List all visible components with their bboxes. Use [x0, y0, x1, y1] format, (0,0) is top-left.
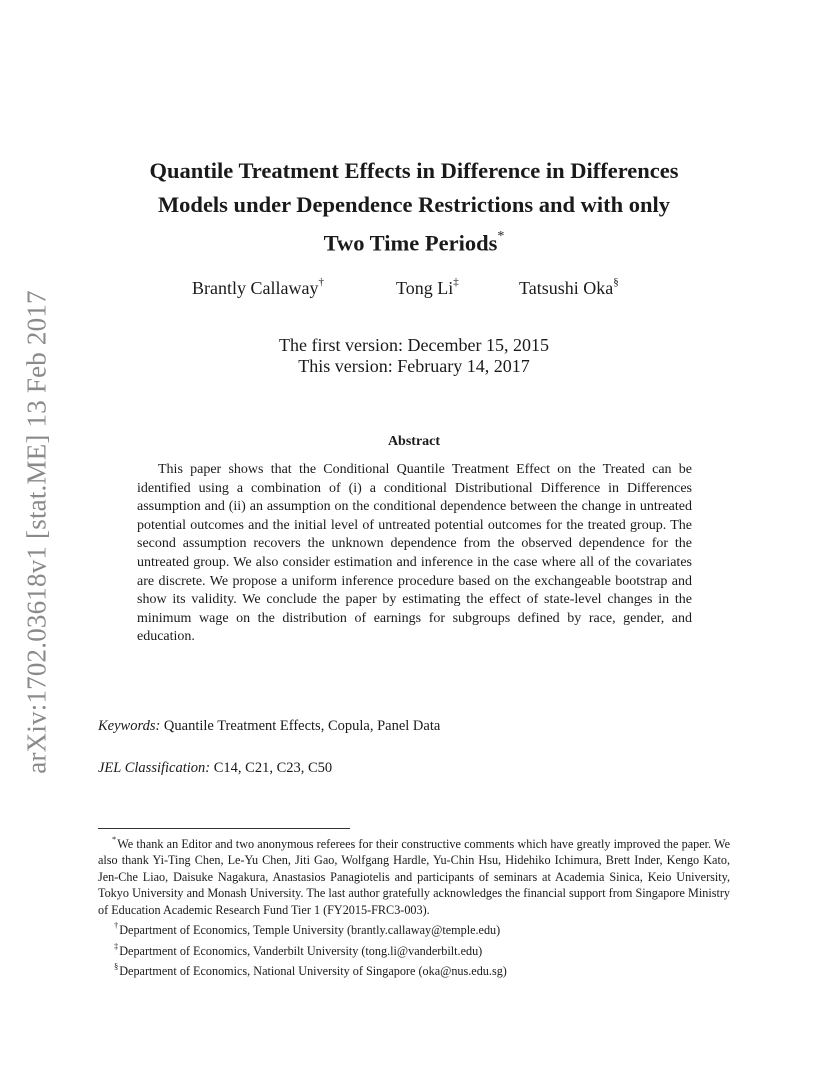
author-callaway [192, 278, 324, 299]
footnote-text: Department of Economics, National University of Singapore (oka@nus.edu.sg) [119, 964, 507, 979]
title-line-3 [90, 222, 738, 261]
keywords-value: Quantile Treatment Effects, Copula, Panel Data [163, 718, 441, 734]
jel-classification-line [98, 760, 332, 777]
footnotes [98, 832, 730, 980]
footnote-text: Department of Economics, Vanderbilt University (tong.li@vanderbilt.edu) [119, 943, 483, 958]
footnote-oka-affiliation [98, 959, 730, 979]
author-footnote-mark: ‡ [453, 276, 459, 288]
footnote-text: We thank an Editor and two anonymous referees for their constructive comments which have greatly improved the paper. We also thank Yi-Ting Chen, Le-Yu Chen, Jiti Gao, Wolfgang Hardle, Yu-Chin Hsu, Hidehiko Ichimura, Brett Inder, Kengo Kato, Jen-Che Liao, Daisuke Nagakura, Anastasios Panagiotelis and participants of seminars at Academia Sinica, Keio University, Tokyo University and Monash University. The last author gratefully acknowledges the financial support from Singapore Ministry of Education Academic Research Fund Tier 1 (FY2015-FRC3-003). [98, 837, 730, 917]
title-line-1: Quantile Treatment Effects in Difference in Differences [149, 158, 679, 183]
footnote-mark: ‡ [114, 940, 119, 951]
version-dates [0, 335, 828, 377]
author-oka [519, 278, 619, 299]
first-version-date: The first version: December 15, 2015 [279, 335, 549, 355]
keywords-line [98, 718, 440, 735]
title-footnote-mark: * [497, 229, 505, 244]
footnote-acknowledgements [98, 832, 730, 918]
title-line-2: Models under Dependence Restrictions and with only [157, 192, 671, 217]
abstract-heading: Abstract [387, 434, 441, 449]
paper-title [90, 154, 738, 261]
keywords-label: Keywords: [98, 718, 161, 734]
footnote-mark: § [114, 961, 119, 972]
abstract-body: This paper shows that the Conditional Quantile Treatment Effect on the Treated can be identified using a combination of (i) a conditional Distributional Difference in Differences assumption and (ii) an assumption on the conditional dependence between the change in untreated potential outcomes and the initial level of untreated potential outcomes for the treated group. The second assumption recovers the unknown dependence from the observed dependence for the untreated group. We also consider estimation and inference in the case where all of the covariates are discrete. We propose a uniform inference procedure based on the exchangeable bootstrap and show its validity. We conclude the paper by estimating the effect of state-level changes in the minimum wage on the distribution of earnings for subgroups defined by race, gender, and education. [137, 462, 692, 645]
footnote-separator [98, 828, 350, 829]
current-version-date: This version: February 14, 2017 [298, 356, 530, 376]
footnote-mark: † [114, 920, 119, 931]
author-name: Tatsushi Oka [519, 278, 614, 298]
footnote-callaway-affiliation [98, 918, 730, 938]
author-name: Tong Li [396, 278, 454, 298]
jel-value: C14, C21, C23, C50 [213, 760, 333, 776]
footnote-mark: * [112, 834, 117, 844]
author-li [396, 278, 459, 299]
author-footnote-mark: § [613, 276, 619, 288]
arxiv-identifier-text: arXiv:1702.03618v1 [stat.ME] 13 Feb 2017 [21, 290, 52, 774]
author-footnote-mark: † [318, 276, 324, 288]
title-line-3-text: Two Time Periods [323, 230, 498, 256]
author-name: Brantly Callaway [192, 278, 319, 298]
jel-label: JEL Classification: [98, 760, 211, 776]
footnote-text: Department of Economics, Temple University (brantly.callaway@temple.edu) [119, 923, 501, 938]
footnote-li-affiliation [98, 939, 730, 959]
